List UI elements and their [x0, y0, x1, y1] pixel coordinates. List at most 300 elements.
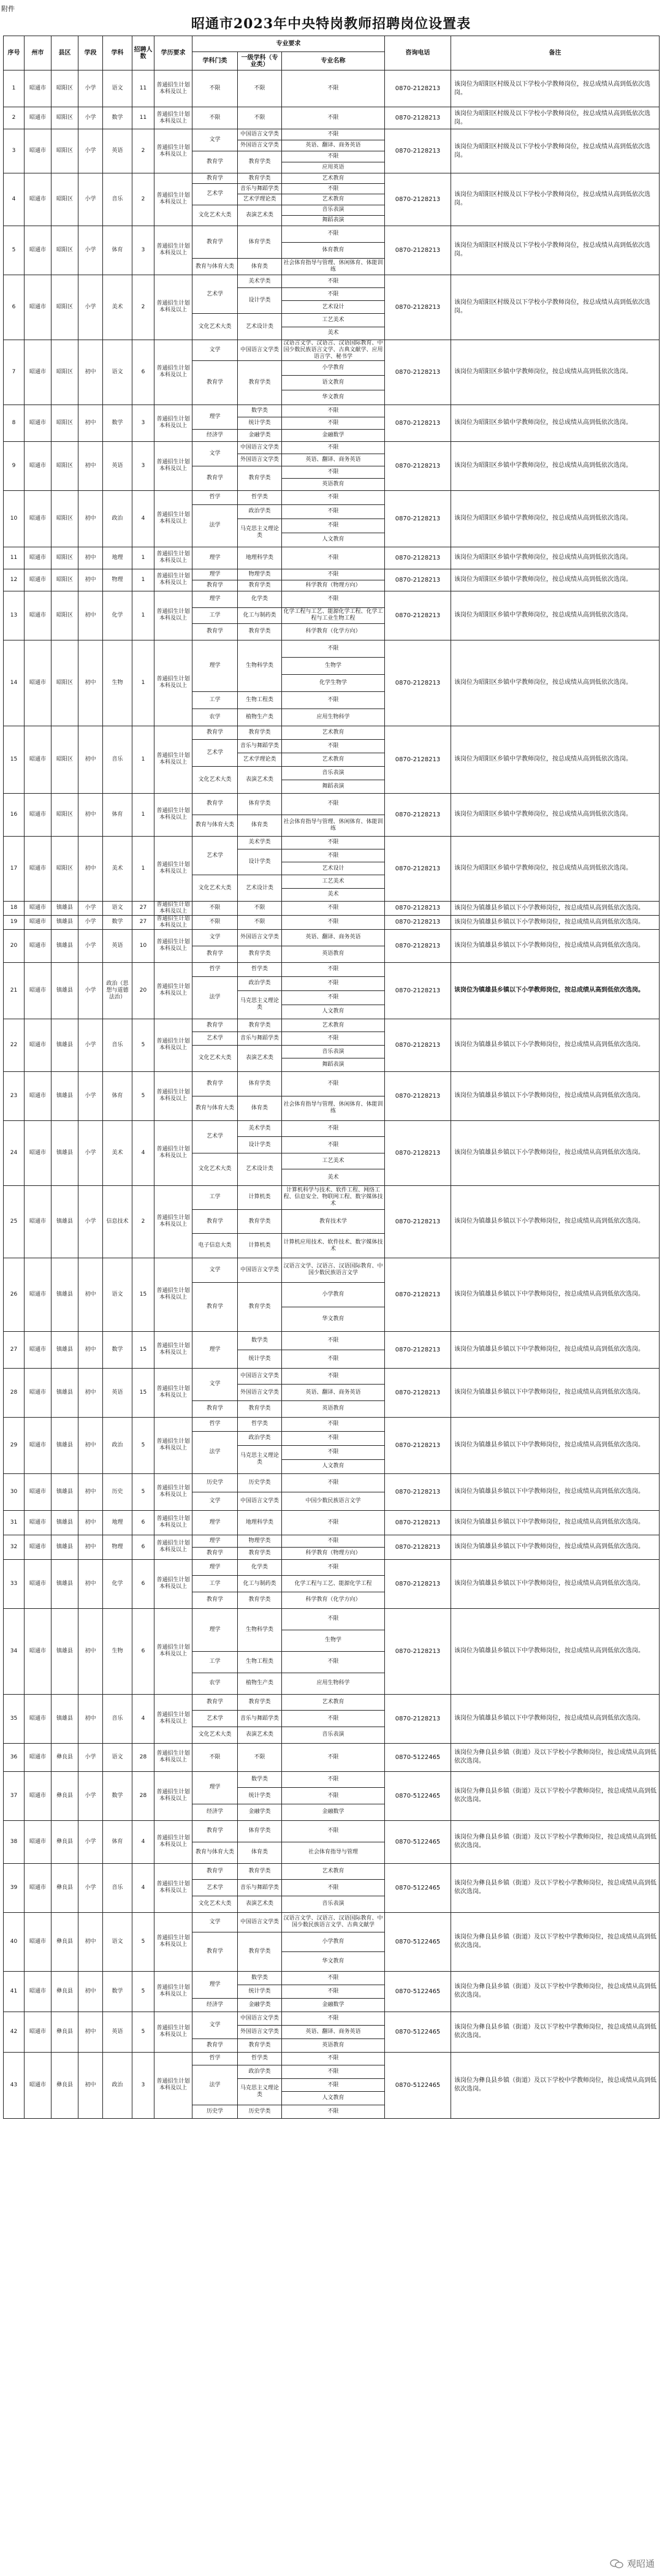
cell-seq: 22 [4, 1019, 25, 1071]
cell-category: 教育学 [192, 1863, 238, 1880]
cell-county: 镇雄县 [51, 915, 78, 929]
cell-category: 文学 [192, 441, 238, 466]
cell-city: 昭通市 [25, 1743, 51, 1771]
cell-county: 昭阳区 [51, 726, 78, 793]
cell-subject: 体育 [103, 793, 132, 836]
cell-category: 法学 [192, 2065, 238, 2105]
cell-first-level: 艺术设计类 [238, 314, 282, 340]
cell-subject: 语文 [103, 901, 132, 915]
cell-major-name: 不限 [282, 547, 385, 569]
cell-major-name: 不限 [282, 1473, 385, 1492]
cell-seq: 12 [4, 569, 25, 591]
cell-subject: 英语 [103, 129, 132, 173]
cell-county: 镇雄县 [51, 1694, 78, 1743]
cell-category: 文学 [192, 2012, 238, 2038]
cell-phone: 0870-2128213 [385, 1120, 451, 1185]
cell-county: 昭阳区 [51, 793, 78, 836]
header-education: 学历要求 [154, 36, 192, 70]
cell-city: 昭通市 [25, 1019, 51, 1071]
cell-seq: 23 [4, 1071, 25, 1120]
cell-category: 教育学 [192, 1592, 238, 1609]
cell-city: 昭通市 [25, 1510, 51, 1535]
cell-first-level: 马克思主义理论类 [238, 2078, 282, 2105]
cell-major-name: 不限 [282, 1820, 385, 1842]
cell-county: 昭阳区 [51, 547, 78, 569]
cell-city: 昭通市 [25, 1417, 51, 1473]
cell-education: 普通招生计划本科及以上 [154, 836, 192, 901]
cell-count: 15 [132, 1258, 154, 1331]
cell-subject: 语文 [103, 1743, 132, 1771]
cell-first-level: 哲学类 [238, 2052, 282, 2065]
cell-major-name: 计算机科学与技术、软件工程、网络工程、信息安全、物联网工程、数字媒体技术 [282, 1185, 385, 1209]
cell-category: 文化艺术大类 [192, 1153, 238, 1185]
cell-major-name: 不限 [282, 1971, 385, 1985]
table-row [4, 2012, 660, 2025]
cell-remarks: 该岗位为昭阳区乡镇中学教师岗位，按总成绩从高到低依次选岗。 [451, 340, 660, 405]
cell-first-level: 计算机类 [238, 1234, 282, 1258]
cell-county: 昭阳区 [51, 591, 78, 640]
cell-first-level: 地理科学类 [238, 1510, 282, 1535]
cell-major-name: 不限 [282, 441, 385, 454]
cell-phone: 0870-2128213 [385, 1559, 451, 1608]
cell-education: 普通招生计划本科及以上 [154, 173, 192, 226]
cell-first-level: 教育学类 [238, 624, 282, 640]
cell-education: 普通招生计划本科及以上 [154, 962, 192, 1019]
cell-education: 普通招生计划本科及以上 [154, 1820, 192, 1863]
table-row [4, 726, 660, 739]
cell-stage: 初中 [78, 340, 103, 405]
cell-major-name: 不限 [282, 417, 385, 429]
cell-county: 昭阳区 [51, 107, 78, 129]
cell-first-level: 表演艺术类 [238, 1896, 282, 1912]
cell-major-name: 金融数学 [282, 1804, 385, 1820]
cell-remarks: 该岗位为镇雄县乡镇以下中学教师岗位，按总成绩从高到低依次选岗。 [451, 1473, 660, 1510]
cell-remarks: 该岗位为彝良县乡镇（街道）及以下学校中学教师岗位，按总成绩从高到低依次选岗。 [451, 2052, 660, 2118]
table-row [4, 441, 660, 454]
cell-first-level: 教育学类 [238, 1019, 282, 1032]
cell-count: 2 [132, 1185, 154, 1258]
cell-first-level: 表演艺术类 [238, 205, 282, 226]
cell-major-name: 不限 [282, 569, 385, 580]
cell-count: 28 [132, 1771, 154, 1820]
cell-category: 农学 [192, 709, 238, 726]
cell-seq: 38 [4, 1820, 25, 1863]
cell-phone: 0870-2128213 [385, 1473, 451, 1510]
cell-first-level: 体育类 [238, 259, 282, 275]
cell-education: 普通招生计划本科及以上 [154, 1912, 192, 1971]
cell-first-level: 不限 [238, 915, 282, 929]
cell-major-name: 不限 [282, 976, 385, 990]
cell-first-level: 化学类 [238, 591, 282, 607]
cell-category: 文化艺术大类 [192, 1045, 238, 1071]
cell-major-name: 汉语言文学、汉语言、汉语国际教育、中国少数民族语言文学 [282, 1258, 385, 1282]
cell-subject: 历史 [103, 1473, 132, 1510]
cell-first-level: 马克思主义理论类 [238, 990, 282, 1019]
cell-first-level: 教育学类 [238, 1210, 282, 1234]
cell-seq: 31 [4, 1510, 25, 1535]
cell-first-level: 数学类 [238, 1331, 282, 1350]
cell-phone: 0870-2128213 [385, 962, 451, 1019]
cell-education: 普通招生计划本科及以上 [154, 1368, 192, 1417]
cell-category: 经济学 [192, 1804, 238, 1820]
cell-first-level: 教育学类 [238, 1694, 282, 1711]
cell-major-name: 不限 [282, 962, 385, 976]
cell-first-level: 体育类 [238, 1842, 282, 1863]
cell-category: 不限 [192, 1743, 238, 1771]
cell-major-name: 应用生物科学 [282, 709, 385, 726]
cell-first-level: 统计学类 [238, 1985, 282, 1998]
cell-first-level: 数学类 [238, 1771, 282, 1788]
cell-education: 普通招生计划本科及以上 [154, 2012, 192, 2052]
cell-category: 教育学 [192, 1071, 238, 1096]
cell-remarks: 该岗位为镇雄县乡镇以下小学教师岗位，按总成绩从高到低依次选岗。 [451, 1185, 660, 1258]
cell-count: 28 [132, 1743, 154, 1771]
cell-first-level: 教育学类 [238, 466, 282, 490]
cell-stage: 初中 [78, 547, 103, 569]
cell-count: 5 [132, 1912, 154, 1971]
cell-major-name: 艺术教育 [282, 1863, 385, 1880]
cell-county: 昭阳区 [51, 173, 78, 226]
cell-stage: 初中 [78, 1559, 103, 1608]
cell-stage: 初中 [78, 793, 103, 836]
cell-major-name: 音乐表演 [282, 1727, 385, 1743]
cell-major-name: 社会体育指导与管理、休闲体育、体能训练 [282, 1096, 385, 1120]
table-row [4, 793, 660, 815]
cell-first-level: 音乐与舞蹈学类 [238, 1880, 282, 1896]
cell-stage: 小学 [78, 1863, 103, 1912]
cell-stage: 初中 [78, 1971, 103, 2012]
cell-major-name: 不限 [282, 591, 385, 607]
cell-count: 20 [132, 962, 154, 1019]
table-row [4, 1535, 660, 1547]
attachment-label: 附件 [1, 5, 15, 13]
cell-seq: 40 [4, 1912, 25, 1971]
cell-first-level: 化工与制药类 [238, 607, 282, 624]
cell-city: 昭通市 [25, 1912, 51, 1971]
cell-major-name: 小学教育 [282, 1932, 385, 1951]
cell-first-level: 生物工程类 [238, 691, 282, 709]
cell-category: 理学 [192, 1971, 238, 1998]
cell-education: 普通招生计划本科及以上 [154, 547, 192, 569]
cell-first-level: 体育类 [238, 1096, 282, 1120]
cell-seq: 5 [4, 226, 25, 275]
cell-phone: 0870-2128213 [385, 1417, 451, 1473]
cell-city: 昭通市 [25, 441, 51, 490]
cell-remarks: 该岗位为昭阳区乡镇中学教师岗位，按总成绩从高到低依次选岗。 [451, 836, 660, 901]
header-count: 招聘人数 [132, 36, 154, 70]
cell-category: 教育学 [192, 726, 238, 739]
cell-category: 工学 [192, 691, 238, 709]
cell-first-level: 美术学类 [238, 275, 282, 287]
table-row [4, 915, 660, 929]
cell-major-name: 艺术教育 [282, 726, 385, 739]
table-row [4, 1019, 660, 1032]
cell-major-name: 不限 [282, 1120, 385, 1137]
cell-major-name: 不限 [282, 1743, 385, 1771]
cell-subject: 美术 [103, 836, 132, 901]
cell-education: 普通招生计划本科及以上 [154, 569, 192, 591]
cell-major-name: 不限 [282, 1331, 385, 1350]
cell-first-level: 教育学类 [238, 946, 282, 962]
cell-stage: 小学 [78, 1185, 103, 1258]
cell-subject: 化学 [103, 1559, 132, 1608]
cell-seq: 8 [4, 405, 25, 441]
cell-remarks: 该岗位为镇雄县乡镇以下小学教师岗位，按总成绩从高到低依次选岗。 [451, 929, 660, 962]
cell-major-name: 艺术教育 [282, 1019, 385, 1032]
cell-city: 昭通市 [25, 1120, 51, 1185]
cell-education: 普通招生计划本科及以上 [154, 340, 192, 405]
cell-city: 昭通市 [25, 226, 51, 275]
cell-count: 4 [132, 1863, 154, 1912]
table-row [4, 1743, 660, 1771]
cell-category: 文学 [192, 1368, 238, 1400]
cell-first-level: 中国语言文学类 [238, 2012, 282, 2025]
cell-remarks: 该岗位为彝良县乡镇（街道）及以下学校中学教师岗位，按总成绩从高到低依次选岗。 [451, 1971, 660, 2012]
cell-first-level: 金融学类 [238, 1804, 282, 1820]
cell-county: 昭阳区 [51, 441, 78, 490]
cell-subject: 音乐 [103, 1694, 132, 1743]
cell-education: 普通招生计划本科及以上 [154, 1473, 192, 1510]
cell-first-level: 政治学类 [238, 2065, 282, 2079]
cell-count: 27 [132, 915, 154, 929]
cell-category: 理学 [192, 405, 238, 429]
cell-count: 5 [132, 2012, 154, 2052]
cell-city: 昭通市 [25, 340, 51, 405]
header-major-name: 专业名称 [282, 52, 385, 70]
cell-category: 教育学 [192, 1547, 238, 1559]
cell-phone: 0870-2128213 [385, 129, 451, 173]
cell-major-name: 不限 [282, 1368, 385, 1385]
cell-major-name: 不限 [282, 793, 385, 815]
cell-subject: 音乐 [103, 173, 132, 226]
cell-stage: 初中 [78, 726, 103, 793]
table-row [4, 70, 660, 107]
cell-category: 历史学 [192, 1473, 238, 1492]
cell-stage: 小学 [78, 901, 103, 915]
cell-major-name: 人文教育 [282, 1459, 385, 1473]
cell-subject: 体育 [103, 1820, 132, 1863]
cell-stage: 初中 [78, 640, 103, 726]
cell-first-level: 外国语言文学类 [238, 140, 282, 151]
cell-education: 普通招生计划本科及以上 [154, 70, 192, 107]
table-row [4, 640, 660, 657]
cell-category: 教育学 [192, 580, 238, 591]
cell-city: 昭通市 [25, 1368, 51, 1417]
cell-first-level: 生物科学类 [238, 1608, 282, 1651]
cell-subject: 生物 [103, 1608, 132, 1694]
cell-phone: 0870-2128213 [385, 226, 451, 275]
cell-seq: 33 [4, 1559, 25, 1608]
cell-first-level: 历史学类 [238, 2105, 282, 2118]
cell-first-level: 体育学类 [238, 226, 282, 258]
cell-major-name: 不限 [282, 1350, 385, 1368]
table-row [4, 107, 660, 129]
table-row [4, 1071, 660, 1096]
cell-stage: 小学 [78, 1771, 103, 1820]
cell-category: 教育学 [192, 1019, 238, 1032]
cell-county: 昭阳区 [51, 640, 78, 726]
cell-major-name: 艺术教育 [282, 173, 385, 184]
cell-major-name: 不限 [282, 405, 385, 417]
cell-category: 艺术学 [192, 1120, 238, 1153]
cell-phone: 0870-5122465 [385, 2052, 451, 2118]
cell-first-level: 表演艺术类 [238, 1727, 282, 1743]
cell-first-level: 外国语言文学类 [238, 454, 282, 466]
cell-major-name: 艺术教育 [282, 753, 385, 766]
cell-remarks: 该岗位为彝良县乡镇（街道）及以下学校小学教师岗位，按总成绩从高到低依次选岗。 [451, 1820, 660, 1863]
cell-major-name: 不限 [282, 1137, 385, 1153]
cell-major-name: 人文教育 [282, 533, 385, 547]
cell-county: 彝良县 [51, 1912, 78, 1971]
table-row [4, 591, 660, 607]
cell-first-level: 艺术设计类 [238, 1153, 282, 1185]
cell-stage: 初中 [78, 836, 103, 901]
cell-count: 6 [132, 1535, 154, 1559]
cell-count: 2 [132, 173, 154, 226]
header-first-level: 一级学科（专业类） [238, 52, 282, 70]
cell-stage: 小学 [78, 1019, 103, 1071]
cell-county: 镇雄县 [51, 929, 78, 962]
cell-category: 教育学 [192, 466, 238, 490]
cell-phone: 0870-2128213 [385, 1331, 451, 1368]
cell-category: 教育与体育大类 [192, 1096, 238, 1120]
cell-stage: 小学 [78, 929, 103, 962]
cell-subject: 体育 [103, 1071, 132, 1120]
cell-county: 昭阳区 [51, 226, 78, 275]
cell-major-name: 不限 [282, 70, 385, 107]
cell-first-level: 金融学类 [238, 1998, 282, 2012]
cell-education: 普通招生计划本科及以上 [154, 2052, 192, 2118]
cell-phone: 0870-2128213 [385, 726, 451, 793]
cell-major-name: 不限 [282, 1445, 385, 1459]
cell-first-level: 历史学类 [238, 1473, 282, 1492]
cell-first-level: 教育学类 [238, 580, 282, 591]
cell-first-level: 设计学类 [238, 849, 282, 875]
header-major-req: 专业要求 [192, 36, 385, 52]
cell-category: 文化艺术大类 [192, 766, 238, 793]
cell-major-name: 不限 [282, 129, 385, 140]
cell-major-name: 艺术设计 [282, 301, 385, 314]
cell-phone: 0870-2128213 [385, 1185, 451, 1258]
cell-first-level: 外国语言文学类 [238, 929, 282, 946]
cell-subject: 政治 [103, 2052, 132, 2118]
cell-first-level: 马克思主义理论类 [238, 1445, 282, 1473]
cell-remarks: 该岗位为昭阳区村级及以下学校小学教师岗位，按总成绩从高到低依次选岗。 [451, 275, 660, 340]
cell-major-name: 不限 [282, 1510, 385, 1535]
cell-subject: 语文 [103, 70, 132, 107]
cell-city: 昭通市 [25, 1820, 51, 1863]
cell-seq: 30 [4, 1473, 25, 1510]
cell-count: 5 [132, 1971, 154, 2012]
cell-county: 彝良县 [51, 1820, 78, 1863]
cell-major-name: 英语教育 [282, 1401, 385, 1418]
cell-subject: 地理 [103, 547, 132, 569]
cell-category: 文学 [192, 1258, 238, 1282]
cell-education: 普通招生计划本科及以上 [154, 793, 192, 836]
cell-category: 工学 [192, 607, 238, 624]
cell-first-level: 政治学类 [238, 504, 282, 519]
cell-phone: 0870-2128213 [385, 547, 451, 569]
cell-seq: 20 [4, 929, 25, 962]
cell-major-name: 不限 [282, 288, 385, 301]
cell-remarks: 该岗位为昭阳区乡镇中学教师岗位，按总成绩从高到低依次选岗。 [451, 441, 660, 490]
cell-category: 文学 [192, 1492, 238, 1510]
cell-major-name: 美术 [282, 888, 385, 901]
cell-phone: 0870-2128213 [385, 569, 451, 591]
cell-county: 昭阳区 [51, 70, 78, 107]
cell-phone: 0870-2128213 [385, 915, 451, 929]
cell-remarks: 该岗位为镇雄县乡镇以下中学教师岗位，按总成绩从高到低依次选岗。 [451, 1510, 660, 1535]
cell-first-level: 统计学类 [238, 1788, 282, 1804]
cell-city: 昭通市 [25, 836, 51, 901]
cell-phone: 0870-5122465 [385, 1820, 451, 1863]
cell-phone: 0870-2128213 [385, 929, 451, 962]
cell-category: 历史学 [192, 2105, 238, 2118]
cell-first-level: 中国语言文学类 [238, 129, 282, 140]
cell-major-name: 计算机应用技术、软件技术、数字媒体技术 [282, 1234, 385, 1258]
cell-first-level: 音乐与舞蹈学类 [238, 739, 282, 753]
table-row [4, 1417, 660, 1431]
table-row [4, 1510, 660, 1535]
cell-education: 普通招生计划本科及以上 [154, 1120, 192, 1185]
cell-county: 镇雄县 [51, 1258, 78, 1331]
cell-major-name: 华文教育 [282, 1307, 385, 1331]
table-row [4, 962, 660, 976]
table-row [4, 1473, 660, 1492]
cell-first-level: 艺术设计类 [238, 875, 282, 901]
cell-major-name: 化学生物学 [282, 674, 385, 691]
cell-major-name: 英语、翻译、商务英语 [282, 1385, 385, 1401]
cell-major-name: 不限 [282, 1431, 385, 1445]
cell-phone: 0870-5122465 [385, 1743, 451, 1771]
cell-subject: 数学 [103, 405, 132, 441]
cell-major-name: 中国少数民族语言文学 [282, 1492, 385, 1510]
cell-major-name: 不限 [282, 915, 385, 929]
header-remarks: 备注 [451, 36, 660, 70]
cell-education: 普通招生计划本科及以上 [154, 405, 192, 441]
cell-major-name: 音乐表演 [282, 766, 385, 780]
cell-seq: 34 [4, 1608, 25, 1694]
cell-stage: 初中 [78, 1368, 103, 1417]
cell-subject: 地理 [103, 1510, 132, 1535]
cell-first-level: 教育学类 [238, 1401, 282, 1418]
cell-seq: 11 [4, 547, 25, 569]
cell-major-name: 不限 [282, 2065, 385, 2079]
cell-major-name: 音乐表演 [282, 1896, 385, 1912]
cell-subject: 政治 [103, 1417, 132, 1473]
cell-subject: 化学 [103, 591, 132, 640]
cell-category: 文化艺术大类 [192, 1896, 238, 1912]
header-phone: 咨询电话 [385, 36, 451, 70]
cell-major-name: 化学工程与工艺、能源化学工程、化学工程与工业生物工程 [282, 607, 385, 624]
cell-subject: 音乐 [103, 726, 132, 793]
cell-stage: 初中 [78, 591, 103, 640]
cell-county: 昭阳区 [51, 129, 78, 173]
cell-category: 工学 [192, 1651, 238, 1673]
cell-first-level: 中国语言文学类 [238, 441, 282, 454]
cell-major-name: 不限 [282, 2012, 385, 2025]
cell-count: 2 [132, 275, 154, 340]
cell-count: 5 [132, 1417, 154, 1473]
cell-category: 农学 [192, 1673, 238, 1694]
cell-major-name: 小学教育 [282, 1282, 385, 1307]
cell-remarks: 该岗位为镇雄县乡镇以下小学教师岗位，按总成绩从高到低依次选岗。 [451, 915, 660, 929]
cell-stage: 小学 [78, 226, 103, 275]
table-row [4, 405, 660, 417]
cell-category: 法学 [192, 1431, 238, 1473]
cell-city: 昭通市 [25, 1863, 51, 1912]
cell-major-name: 音乐表演 [282, 1045, 385, 1058]
